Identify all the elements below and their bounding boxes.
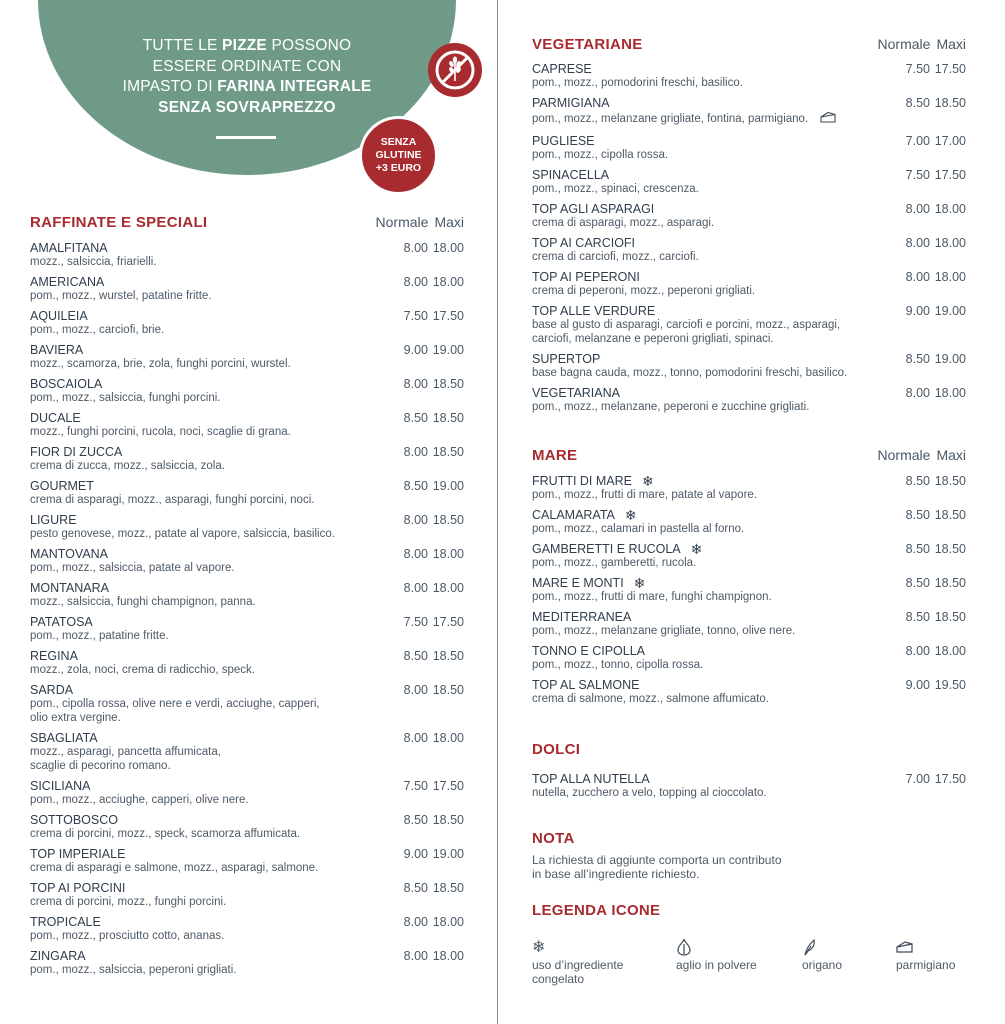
menu-item: [30, 581, 464, 609]
item-name: TONNO E CIPOLLA: [532, 644, 645, 658]
menu-item: [532, 236, 966, 264]
item-prices: [398, 881, 464, 895]
item-prices: [398, 915, 464, 929]
item-name: TOP ALLA NUTELLA: [532, 772, 650, 786]
menu-item: [30, 547, 464, 575]
menu-item: [532, 62, 966, 90]
item-description: pom., mozz., melanzane grigliate, tonno, olive nere.: [532, 625, 796, 637]
item-name: FRUTTI DI MARE ❄: [532, 473, 654, 489]
item-prices: [398, 683, 464, 697]
item-description: nutella, zucchero a velo, topping al cioccolato.: [532, 787, 767, 799]
item-description: pom., mozz., calamari in pastella al forno.: [532, 523, 745, 535]
price-maxi: 18.00: [432, 581, 464, 595]
item-description: mozz., asparagi, pancetta affumicata,: [30, 746, 221, 758]
item-name: SARDA: [30, 683, 74, 697]
price-maxi: 19.00: [432, 343, 464, 357]
item-prices: [398, 275, 464, 289]
section-dolci: [532, 741, 966, 800]
column-divider: [497, 0, 498, 1024]
section-legenda: [532, 902, 966, 997]
item-description: crema di zucca, mozz., salsiccia, zola.: [30, 460, 225, 472]
item-name: PUGLIESE: [532, 134, 595, 148]
price-normal: 8.50: [905, 576, 930, 590]
price-normal: 8.50: [403, 411, 428, 425]
menu-item: [532, 508, 966, 536]
price-normal: 8.00: [905, 270, 930, 284]
menu-item: [532, 134, 966, 162]
menu-item: [30, 649, 464, 677]
item-description: pom., mozz., salsiccia, peperoni grigliati.: [30, 964, 237, 976]
price-maxi: 18.50: [432, 445, 464, 459]
item-prices: [398, 309, 464, 323]
item-name: BAVIERA: [30, 343, 84, 357]
item-description: mozz., funghi porcini, rucola, noci, scaglie di grana.: [30, 426, 291, 438]
price-normal: 7.50: [403, 779, 428, 793]
item-prices: [900, 202, 966, 216]
item-name: SOTTOBOSCO: [30, 813, 118, 827]
item-description: crema di carciofi, mozz., carciofi.: [532, 251, 699, 263]
item-description: pom., mozz., tonno, cipolla rossa.: [532, 659, 704, 671]
price-normal: 8.00: [403, 241, 428, 255]
item-name: TOP AI CARCIOFI: [532, 236, 636, 250]
snowflake-icon: ❄: [633, 575, 646, 591]
item-description: crema di salmone, mozz., salmone affumicato.: [532, 693, 769, 705]
item-name: TOP AI PORCINI: [30, 881, 126, 895]
menu-item: [30, 779, 464, 807]
price-maxi: 19.00: [934, 352, 966, 366]
price-normal: 8.00: [403, 445, 428, 459]
price-normal: 8.50: [905, 96, 930, 110]
legend-item-congelato: ❄ uso d’ingrediente congelato: [532, 939, 624, 986]
item-prices: [398, 547, 464, 561]
price-maxi: 18.50: [432, 683, 464, 697]
menu-item: [532, 678, 966, 706]
item-description: crema di porcini, mozz., funghi porcini.: [30, 896, 227, 908]
item-name: FIOR DI ZUCCA: [30, 445, 123, 459]
item-prices: [398, 411, 464, 425]
item-name: SBAGLIATA: [30, 731, 98, 745]
price-maxi: 18.00: [934, 644, 966, 658]
nota-line: in base all’ingrediente richiesto.: [532, 867, 700, 881]
price-maxi: 19.00: [432, 479, 464, 493]
price-maxi: 18.50: [934, 576, 966, 590]
menu-item: [532, 610, 966, 638]
item-description: pom., mozz., patatine fritte.: [30, 630, 169, 642]
price-normal: 8.50: [905, 352, 930, 366]
price-maxi: 18.00: [934, 202, 966, 216]
item-description: pesto genovese, mozz., patate al vapore, salsiccia, basilico.: [30, 528, 335, 540]
price-normal: 8.00: [905, 202, 930, 216]
price-maxi: 18.50: [432, 411, 464, 425]
section-title: DOLCI: [532, 741, 581, 758]
item-name: SICILIANA: [30, 779, 91, 793]
price-normal: 7.50: [403, 309, 428, 323]
item-name: MANTOVANA: [30, 547, 109, 561]
price-normal: 8.00: [403, 377, 428, 391]
item-description: pom., mozz., melanzane grigliate, fontina, parmigiano.: [532, 110, 966, 128]
price-normal: 8.00: [905, 386, 930, 400]
item-prices: [398, 649, 464, 663]
item-prices: [398, 813, 464, 827]
price-normal: 8.50: [905, 508, 930, 522]
item-prices: [398, 949, 464, 963]
item-name: AMALFITANA: [30, 241, 108, 255]
price-maxi: 18.50: [934, 542, 966, 556]
price-maxi: 18.50: [432, 377, 464, 391]
snowflake-icon: ❄: [642, 473, 654, 489]
menu-item: [30, 241, 464, 269]
item-description: scaglie di pecorino romano.: [30, 760, 171, 772]
item-name: CALAMARATA ❄: [532, 507, 637, 523]
item-name: LIGURE: [30, 513, 77, 527]
price-normal: 9.00: [403, 343, 428, 357]
price-maxi: 17.00: [934, 134, 966, 148]
item-name: TROPICALE: [30, 915, 101, 929]
legend-item-aglio: aglio in polvere: [676, 938, 757, 972]
price-maxi: 18.00: [432, 241, 464, 255]
item-description: mozz., zola, noci, crema di radicchio, speck.: [30, 664, 255, 676]
item-name: TOP AL SALMONE: [532, 678, 640, 692]
item-prices: [900, 678, 966, 692]
item-prices: [900, 168, 966, 182]
menu-item: [30, 479, 464, 507]
price-maxi: 18.00: [432, 731, 464, 745]
item-description: base bagna cauda, mozz., tonno, pomodorini freschi, basilico.: [532, 367, 848, 379]
price-maxi: 17.50: [432, 309, 464, 323]
price-maxi: 18.50: [432, 881, 464, 895]
item-name: TOP AI PEPERONI: [532, 270, 640, 284]
section-nota: [532, 830, 966, 881]
item-name: REGINA: [30, 649, 78, 663]
item-name: AQUILEIA: [30, 309, 88, 323]
price-normal: 9.00: [905, 304, 930, 318]
item-name: MONTANARA: [30, 581, 109, 595]
item-description: pom., mozz., prosciutto cotto, ananas.: [30, 930, 225, 942]
menu-item: [30, 949, 464, 977]
menu-item: [30, 309, 464, 337]
item-prices: [900, 386, 966, 400]
price-normal: 8.00: [403, 275, 428, 289]
price-maxi: 18.50: [934, 474, 966, 488]
item-prices: [900, 474, 966, 488]
item-name: GAMBERETTI E RUCOLA ❄: [532, 541, 703, 557]
item-description: carciofi, melanzane e peperoni grigliati, spinaci.: [532, 333, 774, 345]
nota-line: La richiesta di aggiunte comporta un contributo: [532, 853, 782, 867]
price-normal: 8.00: [403, 581, 428, 595]
price-maxi: 18.50: [934, 96, 966, 110]
item-name: VEGETARIANA: [532, 386, 620, 400]
item-name: SUPERTOP: [532, 352, 601, 366]
price-maxi: 17.50: [934, 772, 966, 786]
garlic-icon: [676, 938, 757, 958]
parmesan-icon: [820, 110, 836, 128]
price-maxi: 18.00: [934, 270, 966, 284]
no-wheat-icon: [428, 43, 482, 97]
menu-item: [532, 576, 966, 604]
section-title: NOTA: [532, 830, 575, 847]
menu-item: [30, 683, 464, 725]
snowflake-icon: ❄: [690, 541, 703, 557]
menu-item: [30, 813, 464, 841]
item-description: pom., mozz., carciofi, brie.: [30, 324, 165, 336]
menu-item: [532, 644, 966, 672]
item-name: DUCALE: [30, 411, 81, 425]
price-maxi: 17.50: [432, 779, 464, 793]
item-description: pom., mozz., melanzane, peperoni e zucchine grigliati.: [532, 401, 810, 413]
menu-item: [532, 202, 966, 230]
menu-item: [30, 915, 464, 943]
item-name: BOSCAIOLA: [30, 377, 103, 391]
price-maxi: 18.50: [432, 513, 464, 527]
price-normal: 8.00: [403, 683, 428, 697]
price-maxi: 17.50: [934, 168, 966, 182]
item-prices: [398, 241, 464, 255]
item-description: mozz., salsiccia, friarielli.: [30, 256, 157, 268]
item-prices: [900, 610, 966, 624]
item-description: pom., mozz., salsiccia, funghi porcini.: [30, 392, 221, 404]
price-columns-header: Normale Maxi: [375, 214, 464, 230]
section-title: RAFFINATE E SPECIALI: [30, 214, 208, 231]
price-maxi: 18.50: [432, 813, 464, 827]
menu-item: [532, 96, 966, 128]
item-description: crema di asparagi, mozz., asparagi, funghi porcini, noci.: [30, 494, 315, 506]
menu-item: [532, 304, 966, 346]
item-description: mozz., scamorza, brie, zola, funghi porcini, wurstel.: [30, 358, 291, 370]
item-description: pom., mozz., cipolla rossa.: [532, 149, 669, 161]
item-description: crema di asparagi e salmone, mozz., asparagi, salmone.: [30, 862, 319, 874]
item-name: AMERICANA: [30, 275, 105, 289]
banner-underline: [216, 136, 276, 139]
item-name: TOP IMPERIALE: [30, 847, 126, 861]
price-normal: 8.50: [403, 479, 428, 493]
oregano-icon: [802, 938, 842, 958]
price-normal: 7.50: [905, 168, 930, 182]
price-normal: 8.00: [403, 731, 428, 745]
price-normal: 8.00: [403, 547, 428, 561]
item-prices: [900, 576, 966, 590]
price-maxi: 18.00: [934, 386, 966, 400]
item-description: pom., mozz., frutti di mare, patate al vapore.: [532, 489, 757, 501]
menu-item: [30, 445, 464, 473]
item-prices: [900, 270, 966, 284]
item-prices: [398, 377, 464, 391]
menu-item: [30, 377, 464, 405]
menu-item: [532, 270, 966, 298]
price-normal: 8.00: [905, 236, 930, 250]
item-description: pom., mozz., salsiccia, patate al vapore.: [30, 562, 235, 574]
item-prices: [900, 134, 966, 148]
gluten-free-badge: SENZA GLUTINE +3 EURO: [359, 116, 438, 195]
item-name: PATATOSA: [30, 615, 93, 629]
item-description: crema di asparagi, mozz., asparagi.: [532, 217, 715, 229]
menu-item: [30, 881, 464, 909]
menu-item: [30, 411, 464, 439]
item-prices: [900, 62, 966, 76]
item-description: pom., mozz., frutti di mare, funghi champignon.: [532, 591, 772, 603]
item-description: olio extra vergine.: [30, 712, 121, 724]
item-name: MARE E MONTI ❄: [532, 575, 646, 591]
price-maxi: 17.50: [432, 615, 464, 629]
menu-item: [30, 343, 464, 371]
price-maxi: 18.50: [934, 508, 966, 522]
price-columns-header: Normale Maxi: [877, 447, 966, 463]
menu-item: [532, 352, 966, 380]
price-normal: 9.00: [905, 678, 930, 692]
item-name: CAPRESE: [532, 62, 592, 76]
section-mare: [532, 447, 966, 706]
menu-item: [532, 168, 966, 196]
price-maxi: 19.00: [432, 847, 464, 861]
price-maxi: 18.00: [432, 547, 464, 561]
price-normal: 8.50: [905, 542, 930, 556]
item-name: MEDITERRANEA: [532, 610, 632, 624]
price-normal: 8.00: [403, 949, 428, 963]
section-title: VEGETARIANE: [532, 36, 643, 53]
item-prices: [900, 304, 966, 318]
item-description: pom., mozz., pomodorini freschi, basilico.: [532, 77, 743, 89]
item-prices: [900, 772, 966, 786]
price-normal: 7.00: [905, 772, 930, 786]
item-prices: [398, 445, 464, 459]
item-description: pom., mozz., acciughe, capperi, olive nere.: [30, 794, 249, 806]
price-columns-header: Normale Maxi: [877, 36, 966, 52]
price-normal: 8.00: [403, 915, 428, 929]
price-maxi: 18.00: [432, 915, 464, 929]
price-normal: 8.00: [905, 644, 930, 658]
item-prices: [398, 343, 464, 357]
menu-item: [30, 513, 464, 541]
item-prices: [900, 508, 966, 522]
item-name: TOP ALLE VERDURE: [532, 304, 656, 318]
item-description: base al gusto di asparagi, carciofi e porcini, mozz., asparagi,: [532, 319, 841, 331]
legend-item-parmigiano: parmigiano: [896, 938, 955, 972]
item-name: SPINACELLA: [532, 168, 610, 182]
item-name: TOP AGLI ASPARAGI: [532, 202, 655, 216]
menu-item: [30, 275, 464, 303]
snowflake-icon: ❄: [532, 939, 546, 956]
item-description: pom., mozz., spinaci, crescenza.: [532, 183, 699, 195]
price-normal: 8.00: [403, 513, 428, 527]
item-prices: [398, 513, 464, 527]
item-description: crema di porcini, mozz., speck, scamorza affumicata.: [30, 828, 301, 840]
item-prices: [398, 615, 464, 629]
price-maxi: 19.50: [934, 678, 966, 692]
snowflake-icon: ❄: [624, 507, 637, 523]
item-name: ZINGARA: [30, 949, 86, 963]
price-maxi: 18.50: [432, 649, 464, 663]
menu-item: [532, 386, 966, 414]
price-normal: 7.00: [905, 134, 930, 148]
item-prices: [398, 581, 464, 595]
legend-item-origano: origano: [802, 938, 842, 972]
promo-text: TUTTE LE PIZZE POSSONO ESSERE ORDINATE CON IMPASTO DI FARINA INTEGRALE SENZA SOVRAPREZZO: [122, 37, 372, 116]
item-prices: [900, 96, 966, 110]
price-normal: 8.50: [905, 474, 930, 488]
price-normal: 8.50: [403, 649, 428, 663]
price-normal: 7.50: [905, 62, 930, 76]
menu-item: [532, 474, 966, 502]
item-description: pom., mozz., wurstel, patatine fritte.: [30, 290, 212, 302]
item-prices: [398, 731, 464, 745]
item-description: pom., cipolla rossa, olive nere e verdi, acciughe, capperi,: [30, 698, 320, 710]
item-description: crema di peperoni, mozz., peperoni grigliati.: [532, 285, 756, 297]
item-name: PARMIGIANA: [532, 96, 610, 110]
menu-item: [532, 772, 966, 800]
price-maxi: 18.00: [934, 236, 966, 250]
price-maxi: 18.00: [432, 949, 464, 963]
section-title: LEGENDA ICONE: [532, 902, 661, 919]
price-maxi: 18.00: [432, 275, 464, 289]
menu-item: [30, 615, 464, 643]
item-name: GOURMET: [30, 479, 94, 493]
item-prices: [900, 644, 966, 658]
section-vegetariane: [532, 36, 966, 414]
item-prices: [398, 779, 464, 793]
price-maxi: 17.50: [934, 62, 966, 76]
item-prices: [900, 236, 966, 250]
item-prices: [900, 352, 966, 366]
section-title: MARE: [532, 447, 578, 464]
item-description: pom., mozz., gamberetti, rucola.: [532, 557, 697, 569]
price-normal: 8.50: [403, 813, 428, 827]
price-maxi: 19.00: [934, 304, 966, 318]
menu-item: [532, 542, 966, 570]
item-prices: [900, 542, 966, 556]
price-normal: 7.50: [403, 615, 428, 629]
price-normal: 8.50: [905, 610, 930, 624]
price-normal: 9.00: [403, 847, 428, 861]
item-prices: [398, 847, 464, 861]
section-raffinate-speciali: [30, 214, 464, 977]
parmesan-icon: [896, 938, 955, 958]
menu-item: [30, 731, 464, 773]
item-description: mozz., salsiccia, funghi champignon, panna.: [30, 596, 256, 608]
item-prices: [398, 479, 464, 493]
price-maxi: 18.50: [934, 610, 966, 624]
menu-item: [30, 847, 464, 875]
price-normal: 8.50: [403, 881, 428, 895]
